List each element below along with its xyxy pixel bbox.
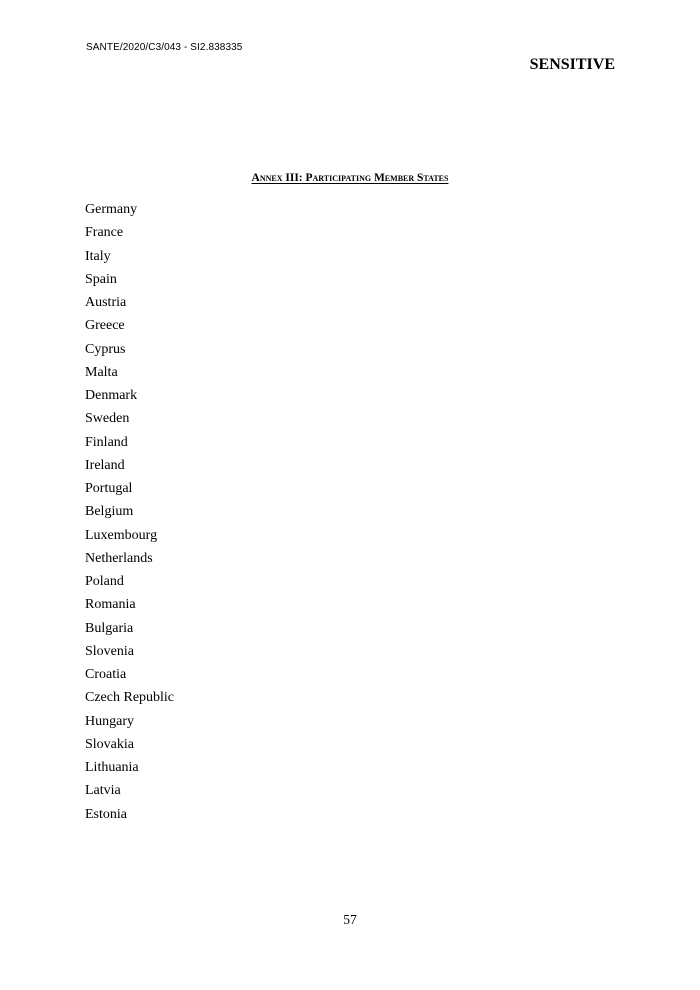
- member-state-item: Croatia: [85, 667, 127, 682]
- member-state-item: Portugal: [85, 481, 133, 496]
- member-state-item: Luxembourg: [85, 527, 158, 543]
- member-state-item: Finland: [85, 434, 128, 450]
- annex-title: Annex III: Participating Member States: [251, 172, 449, 184]
- member-state-item: Slovakia: [85, 736, 134, 752]
- member-state-item: Estonia: [85, 806, 127, 822]
- member-state-item: Slovenia: [85, 643, 134, 659]
- member-states-list: [85, 198, 174, 826]
- member-state-item: Bulgaria: [85, 620, 134, 636]
- member-state-item: Cyprus: [85, 341, 126, 357]
- member-state-item: Poland: [85, 574, 124, 589]
- document-reference: SANTE/2020/C3/043 - SI2.838335: [86, 42, 243, 53]
- member-state-item: Denmark: [85, 388, 138, 403]
- member-state-item: Hungary: [85, 713, 134, 729]
- member-state-item: Italy: [85, 248, 111, 264]
- member-state-item: Greece: [85, 318, 125, 334]
- member-state-item: Malta: [85, 364, 118, 380]
- member-state-item: Romania: [85, 597, 136, 613]
- member-state-item: Austria: [85, 295, 127, 310]
- member-state-item: Ireland: [85, 457, 125, 473]
- member-state-item: Sweden: [85, 411, 130, 427]
- member-state-item: Lithuania: [85, 760, 139, 775]
- member-state-item: Latvia: [85, 783, 121, 799]
- member-state-item: France: [85, 225, 124, 241]
- member-state-item: Czech Republic: [85, 690, 175, 706]
- member-state-item: Belgium: [85, 504, 134, 520]
- member-state-item: Netherlands: [85, 550, 153, 566]
- member-state-item: Spain: [85, 271, 117, 287]
- page-number: 57: [343, 912, 357, 927]
- member-state-item: Germany: [85, 202, 138, 217]
- classification-label: SENSITIVE: [529, 56, 615, 73]
